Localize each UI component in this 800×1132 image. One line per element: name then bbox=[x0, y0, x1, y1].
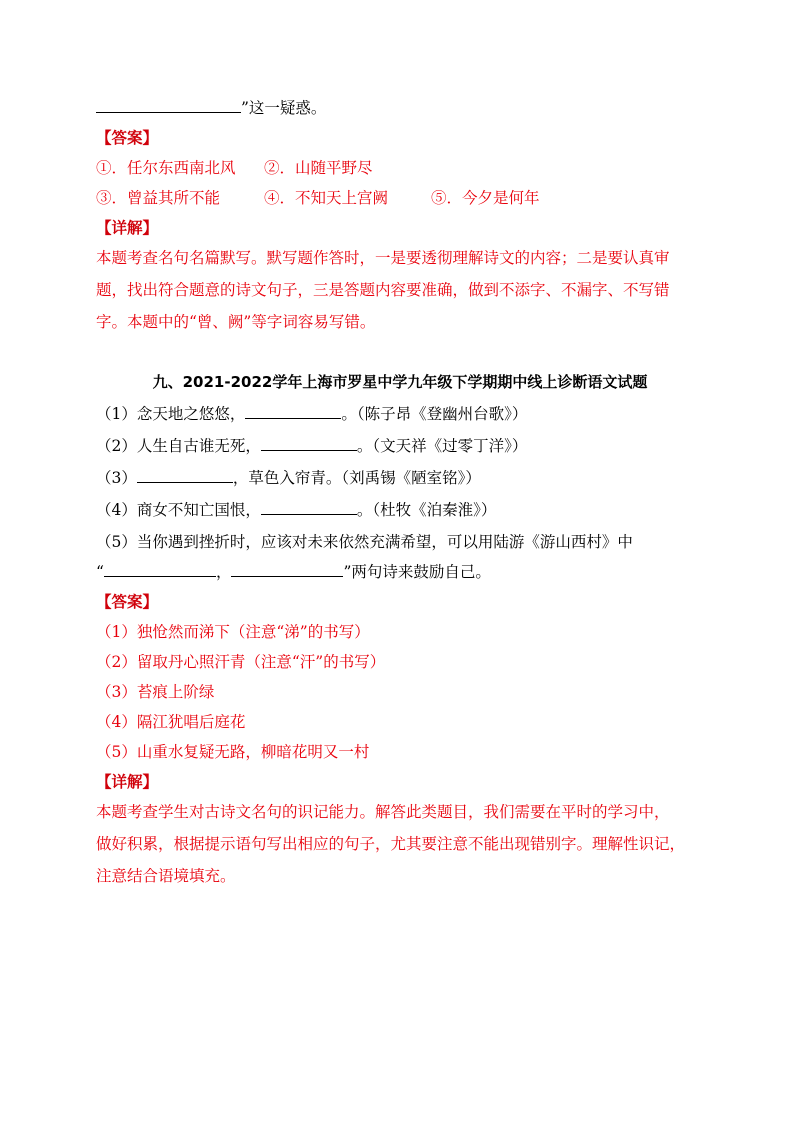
question-4 bbox=[96, 500, 716, 520]
comma: ， bbox=[215, 563, 232, 581]
detail-line: 本题考查名句名篇默写。默写题作答时，一是要透彻理解诗文的内容；二是要认真审 bbox=[96, 249, 670, 267]
detail-line: 本题考查学生对古诗文名句的识记能力。解答此类题目，我们需要在平时的学习中， bbox=[96, 803, 670, 821]
answer-blank bbox=[231, 562, 343, 577]
detail-line: 题，找出符合题意的诗文句子，三是答题内容要准确，做到不添字、不漏字、不写错 bbox=[96, 281, 670, 299]
detail-heading: 【详解】 bbox=[96, 772, 159, 791]
answer-heading: 【答案】 bbox=[96, 592, 159, 611]
quote-open: “ bbox=[96, 563, 104, 581]
question-text: （4）商女不知亡国恨， bbox=[96, 501, 261, 519]
question-source: 。（文天祥《过零丁洋》） bbox=[356, 437, 528, 455]
answer-heading: 【答案】 bbox=[96, 128, 159, 147]
answer-row bbox=[96, 188, 716, 208]
question-text: （3） bbox=[96, 469, 137, 487]
question-source: ，草色入帘青。（刘禹锡《陋室铭》） bbox=[232, 469, 481, 487]
question-5-continued bbox=[96, 562, 716, 582]
question-5: （5）当你遇到挫折时，应该对未来依然充满希望，可以用陆游《游山西村》中 bbox=[96, 533, 633, 551]
detail-line: 做好积累，根据提示语句写出相应的句子，尤其要注意不能出现错别字。理解性识记， bbox=[96, 835, 686, 853]
answer-item: （3）苔痕上阶绿 bbox=[96, 683, 215, 701]
answer-option: ①．任尔东西南北风 bbox=[96, 159, 236, 177]
answer-item: （2）留取丹心照汗青（注意“汗”的书写） bbox=[96, 653, 386, 671]
answer-option: ③．曾益其所不能 bbox=[96, 189, 221, 207]
question-source: 。（杜牧《泊秦淮》） bbox=[356, 501, 497, 519]
answer-blank bbox=[137, 468, 233, 483]
answer-option: ④．不知天上宫阙 bbox=[264, 189, 389, 207]
answer-option: ⑤．今夕是何年 bbox=[431, 189, 540, 207]
question-2 bbox=[96, 436, 716, 456]
answer-blank bbox=[245, 404, 341, 419]
answer-blank bbox=[96, 98, 241, 113]
prev-question-tail bbox=[96, 98, 716, 118]
question-text: （1）念天地之悠悠， bbox=[96, 405, 246, 423]
answer-option: ②．山随平野尽 bbox=[264, 159, 373, 177]
question-text: ”两句诗来鼓励自己。 bbox=[343, 563, 491, 581]
answer-blank bbox=[261, 436, 357, 451]
answer-item: （1）独怆然而涕下（注意“涕”的书写） bbox=[96, 623, 370, 641]
question-3 bbox=[96, 468, 716, 488]
answer-row bbox=[96, 158, 716, 178]
answer-blank bbox=[261, 500, 357, 515]
detail-line: 注意结合语境填充。 bbox=[96, 867, 236, 885]
section-title: 九、2021-2022学年上海市罗星中学九年级下学期期中线上诊断语文试题 bbox=[152, 373, 648, 391]
tail-text: ”这一疑惑。 bbox=[241, 99, 327, 117]
detail-heading: 【详解】 bbox=[96, 218, 159, 237]
question-1 bbox=[96, 404, 716, 424]
answer-item: （5）山重水复疑无路，柳暗花明又一村 bbox=[96, 743, 370, 761]
answer-item: （4）隔江犹唱后庭花 bbox=[96, 713, 246, 731]
question-source: 。（陈子昂《登幽州台歌》） bbox=[341, 405, 528, 423]
detail-line: 字。本题中的“曾、阙”等字词容易写错。 bbox=[96, 313, 376, 331]
question-text: （2）人生自古谁无死， bbox=[96, 437, 261, 455]
answer-blank bbox=[104, 562, 216, 577]
